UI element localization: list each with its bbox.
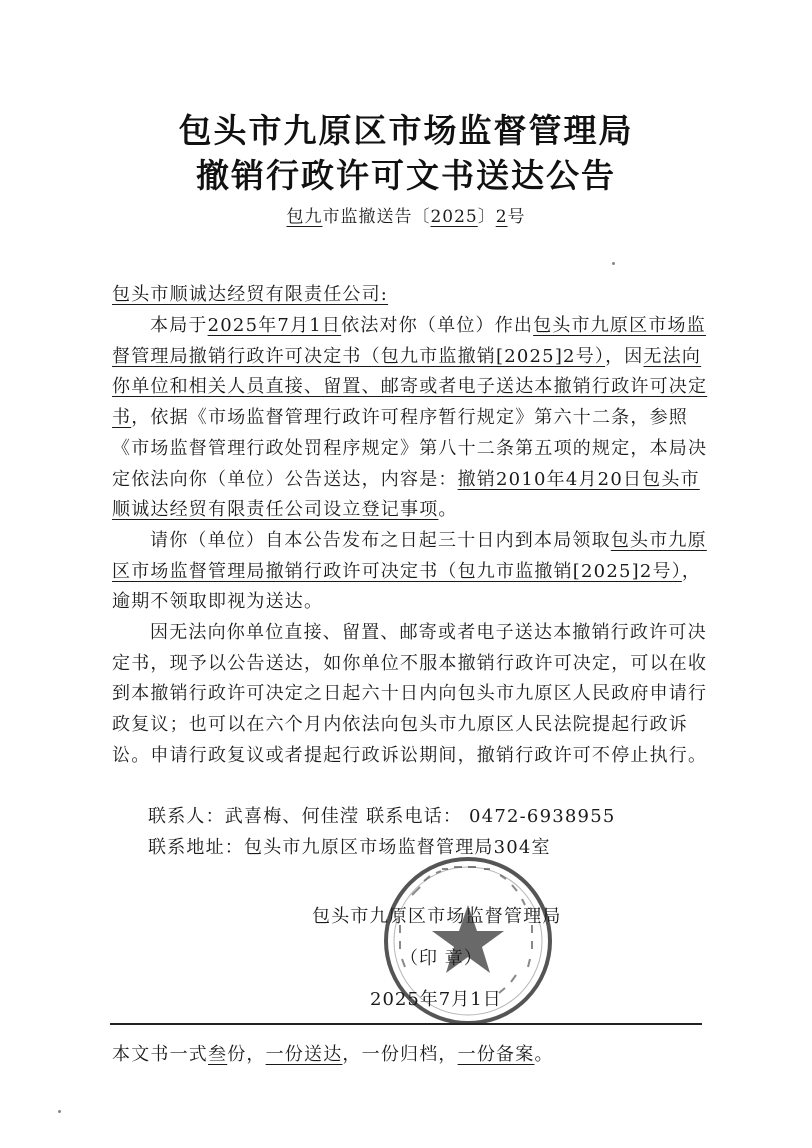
footer-s4: 。 bbox=[534, 1044, 554, 1065]
p3-text: 因无法向你单位直接、留置、邮寄或者电子送达本撤销行政许可决定书，现予以公告送达，如你单位不服本撤销行政许可决定，可以在收到本撤销行政许可决定之日起六十日内向包头市九原区人民政府申请行政复议；也可以在六个月内依法向包头市九原区人民法院提起行政诉讼。申请行政复议或者提起行政诉讼期间，撤销行政许可不停止执行。 bbox=[112, 622, 708, 766]
footer-copy-delivered: 一份送达 bbox=[265, 1044, 343, 1065]
paragraph-2 bbox=[112, 526, 710, 618]
footer-s3: ，一份归档， bbox=[342, 1044, 458, 1065]
p2-s2: ，逾期不领取即视为送达。 bbox=[112, 560, 702, 613]
doc-number-prefix: 包九 bbox=[286, 207, 323, 227]
p1-content: 撤销2010年4月20日包头市顺诚达经贸有限责任公司设立登记事项 bbox=[112, 468, 700, 521]
footer-copy-filed: 一份备案 bbox=[457, 1044, 535, 1065]
footer-s2: 份， bbox=[227, 1044, 266, 1065]
p1-s4: ，依据《市场监督管理行政许可程序暂行规定》第六十二条，参照《市场监督管理行政处罚程序规定》第八十二条第五项的规定，本局决定依法向你（单位）公告送达，内容是： bbox=[112, 407, 708, 490]
p1-date: 2025年7月1日 bbox=[207, 315, 342, 336]
scan-speck bbox=[612, 262, 615, 265]
divider-line bbox=[110, 1023, 702, 1025]
p2-s1: 请你（单位）自本公告发布之日起三十日内到本局领取 bbox=[150, 530, 611, 551]
footer-copies-count: 叁 bbox=[208, 1044, 228, 1065]
p1-decision: 包头市九原区市场监督管理局撤销行政许可决定书（包九市监撤销[2025]2号） bbox=[112, 315, 706, 367]
paragraph-1 bbox=[112, 311, 710, 526]
issue-date: 2025年7月1日 bbox=[370, 989, 502, 1010]
p1-reason: 无法向你单位和相关人员直接、留置、邮寄或者电子送达本撤销行政许可决定书 bbox=[112, 345, 708, 429]
title-line1: 包头市九原区市场监督管理局 bbox=[178, 111, 634, 150]
document-number bbox=[0, 202, 812, 227]
doc-number-suffix: 号 bbox=[507, 207, 526, 227]
contact-people: 联系人：武喜梅、何佳滢 联系电话： 0472-6938955 bbox=[148, 806, 616, 827]
p1-s5: 。 bbox=[438, 499, 458, 521]
doc-number-close: 〕 bbox=[477, 207, 496, 227]
p1-s1: 本局于 bbox=[150, 315, 208, 336]
p2-decision: 包头市九原区市场监督管理局撤销行政许可决定书（包九市监撤销[2025]2号） bbox=[112, 530, 707, 582]
footer-s1: 本文书一式 bbox=[112, 1044, 208, 1065]
seal-label: （印 章） bbox=[400, 948, 483, 969]
paragraph-3 bbox=[112, 618, 710, 772]
contact-address: 联系地址：包头市九原区市场监督管理局304室 bbox=[148, 837, 551, 858]
issuer-name: 包头市九原区市场监督管理局 bbox=[312, 906, 562, 927]
addressee: 包头市顺诚达经贸有限责任公司: bbox=[112, 284, 389, 305]
title-line2: 撤销行政许可文书送达公告 bbox=[196, 156, 616, 195]
footer-copies bbox=[112, 1040, 554, 1066]
scan-speck bbox=[58, 1110, 61, 1113]
doc-number-year: 2025 bbox=[430, 207, 478, 227]
p1-s2: 依法对你（单位）作出 bbox=[341, 315, 534, 336]
doc-number-num: 2 bbox=[495, 207, 508, 227]
p1-s3: ，因 bbox=[605, 345, 644, 367]
doc-number-middle: 市监撤送告〔 bbox=[322, 207, 431, 227]
